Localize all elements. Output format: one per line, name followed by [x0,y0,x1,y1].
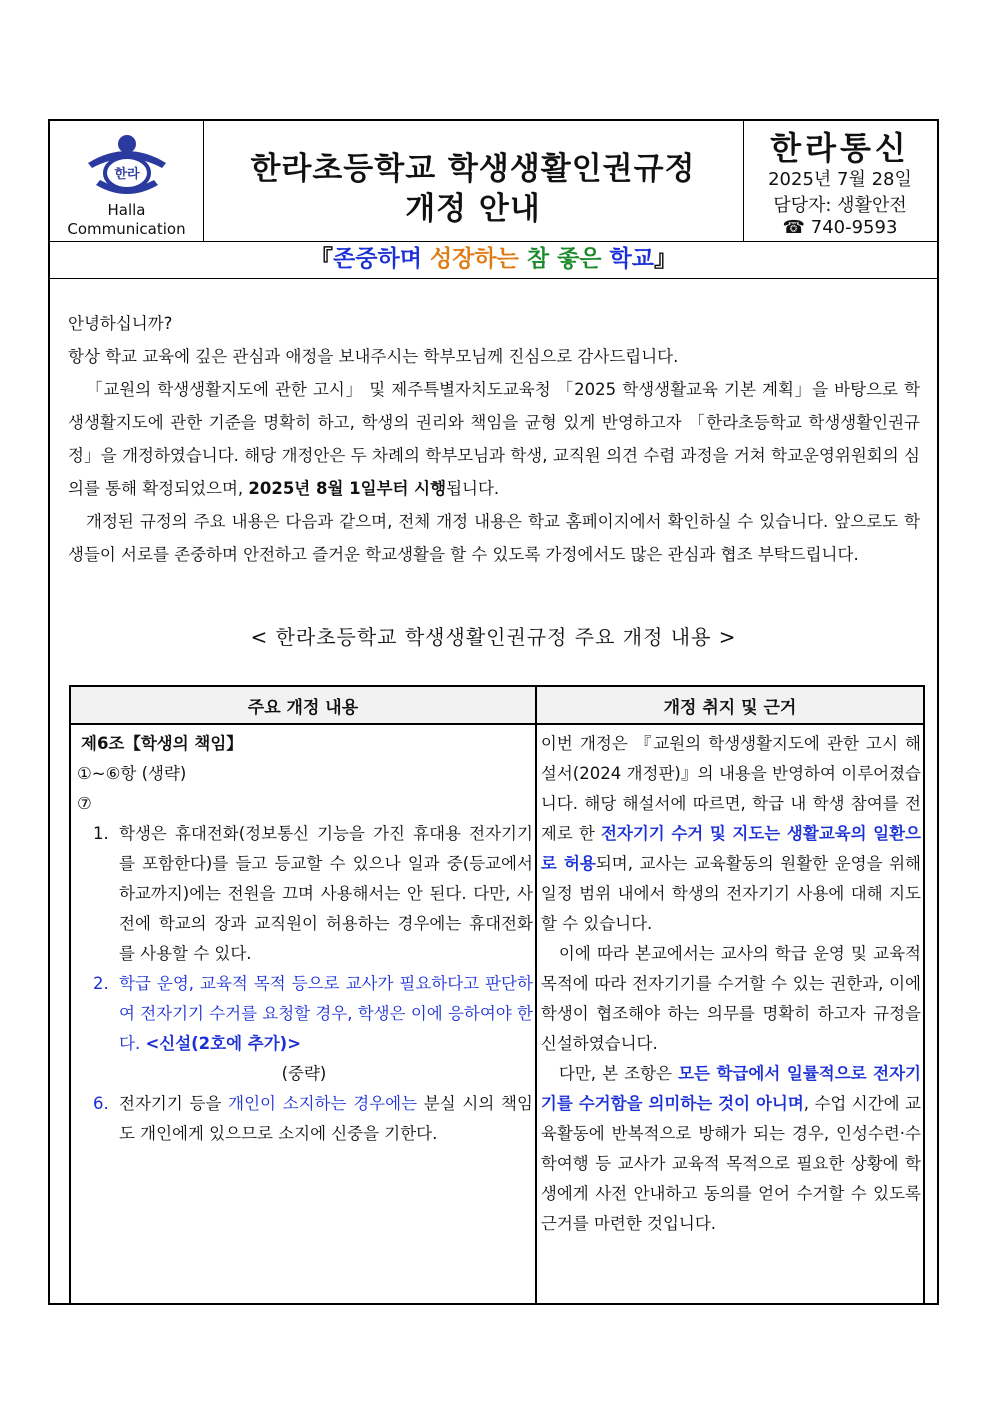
greeting: 안녕하십니까? [68,314,173,333]
slogan-word-respect: 존중하며 [333,246,422,272]
intro-paragraph-2: 개정된 규정의 주요 내용은 다음과 같으며, 전체 개정 내용은 학교 홈페이지에서 확인하실 수 있습니다. 앞으로도 학생들이 서로를 존중하며 안전하고 즐거운 학교생활을 할 수 있도록 가정에서도 많은 관심과 협조 부탁드립니다. [68,512,920,564]
person-in-charge: 담당자: 생활안전 [773,195,907,216]
sub-item-2-text: 학급 운영, 교육적 목적 등으로 교사가 필요하다고 판단하여 전자기기 수거를 요청할 경우, 학생은 이에 응하여야 한다. [119,974,533,1053]
logo-cell [50,121,204,241]
thanks-line: 항상 학교 교육에 깊은 관심과 애정을 보내주시는 학부모님께 진심으로 감사드립니다. [68,347,679,366]
rationale-paragraph-2: 이에 따라 본교에서는 교사의 학급 운영 및 교육적 목적에 따라 전자기기를 수거할 수 있는 권한과, 이에 학생이 협조해야 하는 의무를 명확히 하고자 규정을 신설하였습니다. [540,944,921,1053]
slogan [50,241,937,279]
sub-item-1-number: 1. [93,824,109,843]
rationale-paragraph-3 [541,1059,921,1239]
intro-letter [68,307,920,571]
rationale-p1-end: 되며, 교사는 교육활동의 원활한 운영을 위해 일정 범위 내에서 학생의 전자기기 사용에 대해 지도할 수 있습니다. [540,854,921,933]
new-clause-note: <신설(2호에 추가)> [145,1034,302,1053]
page-title-line2: 개정 안내 [405,191,541,227]
rationale-p1-text: 이번 개정은 『교원의 학생생활지도에 관한 고시 해설서(2024 개정판)』의 내용을 반영하여 이루어졌습니다. 해당 해설서에 따르면, 학급 내 학생 참여를 전제로 한 [540,734,921,843]
issue-date: 2025년 7월 28일 [768,169,912,190]
intro-paragraph-1 [68,373,920,505]
col-header-content: 주요 개정 내용 [70,686,536,724]
article-title: 제6조【학생의 책임】 [81,734,243,753]
title-cell [203,121,744,241]
phone-number: ☎ 740-9593 [782,217,898,238]
item-7-marker: ⑦ [77,794,92,813]
sub-item-6-text-a: 전자기기 등을 [119,1094,229,1113]
school-logo-icon [82,133,172,199]
rationale-paragraph-1 [541,729,921,939]
slogan-word-grow: 성장하는 [429,246,519,272]
revision-content-cell [70,724,536,1304]
rationale-p3-highlight: 모든 학급에서 일률적으로 전자기기를 수거함을 의미하는 것이 아니며 [540,1064,921,1113]
sub-item-2-number: 2. [93,974,109,993]
table-row [70,724,924,1304]
slogan-word-true: 참 [526,246,550,272]
logo-caption-line1: Halla [107,201,146,219]
sub-item-6-text-b: 개인이 소지하는 경우에는 [228,1094,418,1113]
logo-caption [50,201,203,239]
revision-table [69,685,925,1305]
rationale-p3-end: , 수업 시간에 교육활동에 반복적으로 방해가 되는 경우, 인성수련·수학여행 등 교사가 교육적 목적으로 필요한 상황에 학생에게 사전 안내하고 동의를 얻어 수거할 수 있도록 근거를 마련한 것입니다. [540,1094,921,1233]
slogan-close-bracket: 』 [653,246,677,272]
newsletter-name: 한라통신 [770,129,910,167]
omitted-items: ①~⑥항 (생략) [77,764,187,783]
sub-item-1 [75,819,533,969]
svg-text:한라: 한라 [114,167,140,182]
sub-item-1-text: 학생은 휴대전화(정보통신 기능을 가진 휴대용 전자기기를 포함한다)를 들고 등교할 수 있으나 일과 중(등교에서 하교까지)에는 전원을 끄며 사용해서는 안 된다. 다만, 사전에 학교의 장과 교직원이 허용하는 경우에는 휴대전화를 사용할 수 있다. [119,824,533,963]
intro-p1-text: 「교원의 학생생활지도에 관한 고시」 및 제주특별자치도교육청 「2025 학생생활교육 기본 계획」을 바탕으로 학생생활지도에 관한 기준을 명확히 하고, 학생의 권리와 책임을 균형 있게 반영하고자 「한라초등학교 학생생활인권규정」을 개정하였습니다. 해당 개정안은 두 차례의 학부모님과 학생, 교직원 의견 수렴 과정을 거쳐 학교운영위원회의 심의를 통해 확정되었으며, [68,380,920,498]
intro-p1-end: 됩니다. [446,479,500,498]
logo-caption-line2: Communication [67,220,186,238]
col-header-rationale: 개정 취지 및 근거 [536,686,924,724]
rationale-cell [536,724,924,1304]
header [50,121,937,242]
sub-item-6-number: 6. [93,1094,109,1113]
rationale-p3-text: 다만, 본 조항은 [558,1064,679,1083]
sub-item-6-text-c: 분실 시의 책임도 개인에게 있으므로 소지에 신중을 기한다. [119,1094,533,1143]
sub-item-6 [75,1089,533,1149]
slogan-word-school: 학교 [609,246,654,272]
newsletter-frame [48,119,939,1305]
page-title-line1: 한라초등학교 학생생활인권규정 [250,151,696,187]
rationale-p1-highlight: 전자기기 수거 및 지도는 생활교육의 일환으로 허용 [540,824,921,873]
info-cell [743,121,937,241]
section-title: < 한라초등학교 학생생활인권규정 주요 개정 내용 > [250,625,737,649]
table-header-row [70,686,924,724]
slogan-open-bracket: 『 [310,246,334,272]
effective-date: 2025년 8월 1일부터 시행 [248,479,447,498]
middle-omitted: (중략) [281,1064,327,1083]
sub-item-2-new [75,969,533,1059]
slogan-word-good: 좋은 [557,246,602,272]
